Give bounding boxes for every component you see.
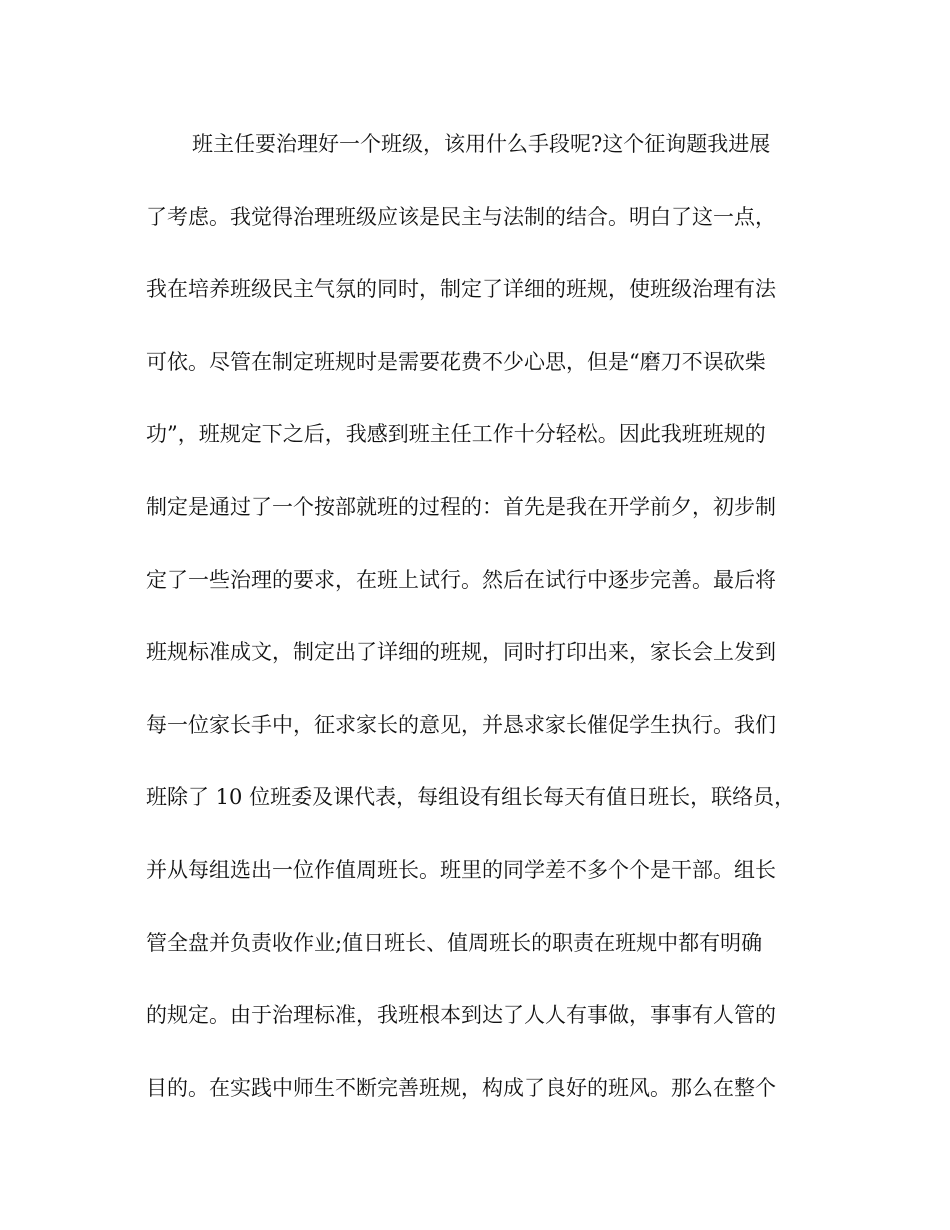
text-line: 了考虑。我觉得治理班级应该是民主与法制的结合。明白了这一点，	[146, 204, 776, 229]
text-line: 制定是通过了一个按部就班的过程的：首先是我在开学前夕，初步制	[146, 494, 776, 519]
text-line: 定了一些治理的要求，在班上试行。然后在试行中逐步完善。最后将	[146, 567, 776, 592]
text-line: 的规定。由于治理标准，我班根本到达了人人有事做，事事有人管的	[146, 1003, 776, 1028]
text-line: 管全盘并负责收作业;值日班长、值周班长的职责在班规中都有明确	[146, 930, 763, 955]
text-line: 班规标准成文，制定出了详细的班规，同时打印出来，家长会上发到	[146, 640, 776, 665]
text-line: 功”，班规定下之后，我感到班主任工作十分轻松。因此我班班规的	[146, 422, 766, 447]
text-line: 班主任要治理好一个班级，该用什么手段呢?这个征询题我进展	[192, 132, 771, 156]
text-line: 可依。尽管在制定班规时是需要花费不少心思，但是“磨刀不误砍柴	[146, 349, 766, 374]
text-line: 并从每组选出一位作值周班长。班里的同学差不多个个是干部。组长	[146, 857, 776, 882]
text-line: 我在培养班级民主气氛的同时，制定了详细的班规，使班级治理有法	[146, 277, 776, 302]
text-line: 目的。在实践中师生不断完善班规，构成了良好的班风。那么在整个	[146, 1075, 776, 1100]
body-paragraph	[146, 124, 806, 1140]
text-line: 班除了 10 位班委及课代表，每组设有组长每天有值日班长，联络员，	[146, 785, 796, 810]
text-line: 每一位家长手中，征求家长的意见，并恳求家长催促学生执行。我们	[146, 712, 776, 737]
